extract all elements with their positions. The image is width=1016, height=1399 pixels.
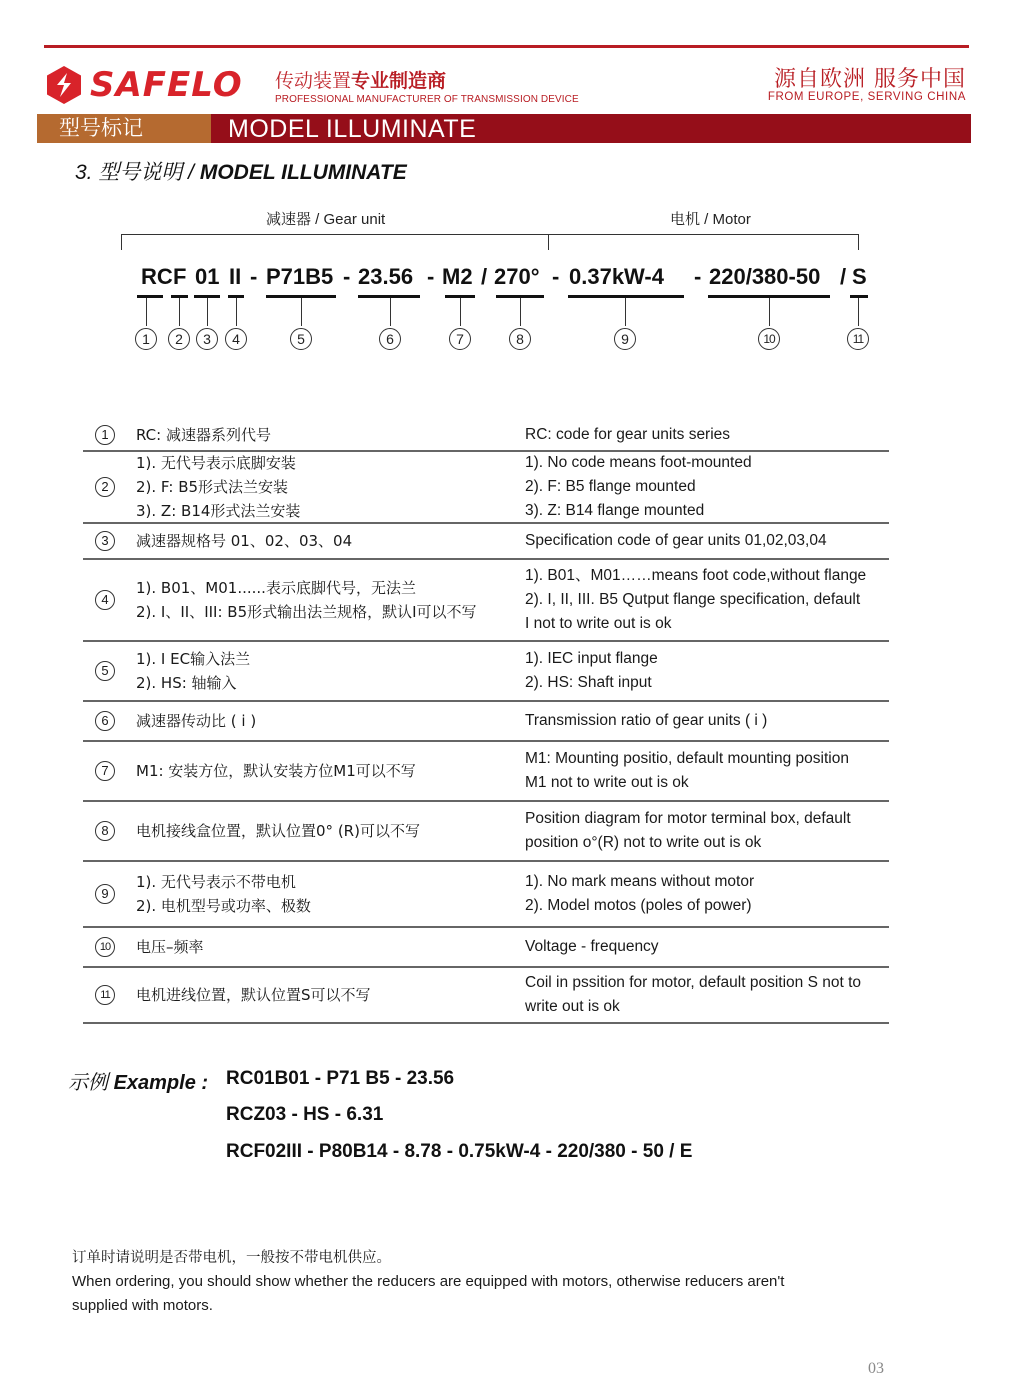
tagline-cn-light: 传动装置 bbox=[275, 70, 352, 92]
section-title bbox=[75, 156, 407, 186]
table-row bbox=[83, 702, 889, 742]
brand-logo bbox=[44, 64, 243, 106]
row-number: 5 bbox=[95, 661, 115, 681]
code-segment: II bbox=[229, 264, 242, 289]
description-line-en: M1: Mounting positio, default mounting position bbox=[525, 750, 849, 767]
row-description-cn bbox=[127, 759, 525, 783]
code-segment: 270° bbox=[494, 264, 540, 289]
example-3: RCF02III - P80B14 - 8.78 - 0.75kW-4 - 220/380 - 50 / E bbox=[226, 1141, 693, 1162]
row-description-en bbox=[525, 747, 889, 795]
row-description-en bbox=[525, 870, 889, 918]
code-segment: - bbox=[250, 264, 258, 289]
marker-number: 6 bbox=[379, 328, 401, 350]
header-rule bbox=[44, 45, 969, 48]
section-title-en: MODEL ILLUMINATE bbox=[199, 161, 407, 184]
description-line-cn: 2). F: B5形式法兰安装 bbox=[136, 478, 289, 496]
row-number: 6 bbox=[95, 711, 115, 731]
table-row bbox=[83, 928, 889, 968]
connector-line bbox=[301, 298, 302, 326]
connector-line bbox=[520, 298, 521, 326]
marker-number: 11 bbox=[847, 328, 869, 350]
segment-underline bbox=[568, 295, 684, 298]
motor-label: 电机 / Motor bbox=[670, 211, 751, 228]
code-segment: / bbox=[481, 264, 488, 289]
description-line-cn: 1). 无代号表示不带电机 bbox=[136, 873, 296, 891]
code-segment: - bbox=[552, 264, 560, 289]
table-row bbox=[83, 968, 889, 1024]
description-line-en: 2). I, II, III. B5 Qutput flange specification, default bbox=[525, 591, 861, 608]
row-number-cell bbox=[83, 531, 127, 551]
code-segment: S bbox=[852, 264, 867, 289]
table-row bbox=[83, 862, 889, 928]
description-line-cn: 减速器传动比 ( i ) bbox=[136, 712, 257, 730]
marker-number: 8 bbox=[509, 328, 531, 350]
marker-number: 10 bbox=[758, 328, 780, 350]
row-number-cell bbox=[83, 937, 127, 957]
logo-hexagon-icon bbox=[44, 65, 84, 105]
code-segment: 23.56 bbox=[358, 264, 414, 289]
tagline-cn bbox=[275, 66, 446, 93]
tagline-cn-bold: 专业制造商 bbox=[351, 70, 447, 92]
row-description-en bbox=[525, 807, 889, 855]
description-line-cn: 3). Z: B14形式法兰安装 bbox=[136, 502, 301, 520]
page-number: 03 bbox=[868, 1360, 884, 1377]
description-line-en: position o°(R) not to write out is ok bbox=[525, 834, 762, 851]
table-row bbox=[83, 742, 889, 802]
row-number: 8 bbox=[95, 821, 115, 841]
row-description-cn bbox=[127, 819, 525, 843]
row-description-cn bbox=[127, 709, 525, 733]
row-number-cell bbox=[83, 761, 127, 781]
marker-number: 7 bbox=[449, 328, 471, 350]
description-line-en: 1). No code means foot-mounted bbox=[525, 454, 752, 471]
code-segment: M2 bbox=[442, 264, 473, 289]
row-description-en bbox=[525, 529, 889, 553]
marker-number: 3 bbox=[196, 328, 218, 350]
description-table bbox=[83, 420, 889, 1024]
code-segment: - bbox=[427, 264, 435, 289]
segment-underline bbox=[358, 295, 420, 298]
table-row bbox=[83, 642, 889, 702]
row-description-en bbox=[525, 935, 889, 959]
example-1: RC01B01 - P71 B5 - 23.56 bbox=[226, 1068, 455, 1089]
description-line-en: 2). F: B5 flange mounted bbox=[525, 478, 696, 495]
row-description-en bbox=[525, 564, 889, 636]
description-line-en: Specification code of gear units 01,02,03,04 bbox=[525, 532, 827, 549]
marker-number: 1 bbox=[135, 328, 157, 350]
description-line-en: 2). HS: Shaft input bbox=[525, 674, 652, 691]
marker-number: 2 bbox=[168, 328, 190, 350]
description-line-en: 3). Z: B14 flange mounted bbox=[525, 502, 705, 519]
model-code bbox=[0, 264, 1016, 294]
row-description-cn bbox=[127, 529, 525, 553]
slogan-en: FROM EUROPE, SERVING CHINA bbox=[767, 91, 966, 103]
description-line-en: RC: code for gear units series bbox=[525, 426, 731, 443]
description-line-cn: RC: 减速器系列代号 bbox=[136, 426, 271, 444]
connector-line bbox=[769, 298, 770, 326]
row-description-cn bbox=[127, 935, 525, 959]
marker-number: 4 bbox=[225, 328, 247, 350]
marker-number: 5 bbox=[290, 328, 312, 350]
code-segment: - bbox=[343, 264, 351, 289]
row-description-cn bbox=[127, 451, 525, 523]
row-number-cell bbox=[83, 477, 127, 497]
banner-en: MODEL ILLUMINATE bbox=[211, 114, 971, 143]
description-line-cn: 2). HS: 轴输入 bbox=[136, 674, 237, 692]
connector-line bbox=[207, 298, 208, 326]
code-segment: / bbox=[840, 264, 847, 289]
description-line-en: Position diagram for motor terminal box, default bbox=[525, 810, 851, 827]
code-segment: F bbox=[173, 264, 187, 289]
description-line-cn: 2). I、II、III: B5形式输出法兰规格，默认I可以不写 bbox=[136, 603, 477, 621]
note-en-line2: supplied with motors. bbox=[72, 1297, 213, 1314]
row-number: 10 bbox=[95, 937, 115, 957]
connector-line bbox=[146, 298, 147, 326]
description-line-cn: 1). I EC输入法兰 bbox=[136, 650, 251, 668]
description-line-cn: 1). B01、M01......表示底脚代号，无法兰 bbox=[136, 579, 416, 597]
connector-line bbox=[625, 298, 626, 326]
row-number-cell bbox=[83, 661, 127, 681]
example-label-en: Example : bbox=[113, 1072, 209, 1094]
row-number-cell bbox=[83, 985, 127, 1005]
row-number-cell bbox=[83, 590, 127, 610]
tagline-en: PROFESSIONAL MANUFACTURER OF TRANSMISSION DEVICE bbox=[275, 94, 579, 105]
code-segment: 0.37kW-4 bbox=[569, 264, 664, 289]
segment-underline bbox=[137, 295, 163, 298]
code-segment: 220/380-50 bbox=[709, 264, 821, 289]
row-description-en bbox=[525, 971, 889, 1019]
row-number-cell bbox=[83, 821, 127, 841]
table-row bbox=[83, 524, 889, 560]
connector-line bbox=[179, 298, 180, 326]
description-line-en: 1). IEC input flange bbox=[525, 650, 658, 667]
row-description-cn bbox=[127, 423, 525, 447]
section-banner bbox=[37, 114, 971, 143]
code-segment: - bbox=[694, 264, 702, 289]
connector-line bbox=[460, 298, 461, 326]
example-label-cn: 示例 bbox=[68, 1072, 114, 1094]
row-number: 7 bbox=[95, 761, 115, 781]
gear-unit-bracket bbox=[121, 234, 549, 250]
description-line-en: Coil in pssition for motor, default position S not to bbox=[525, 974, 862, 991]
description-line-cn: 电压–频率 bbox=[136, 938, 204, 956]
code-segment: RC bbox=[141, 264, 173, 289]
marker-number: 9 bbox=[614, 328, 636, 350]
table-row bbox=[83, 802, 889, 862]
row-description-cn bbox=[127, 647, 525, 695]
example-label bbox=[68, 1066, 208, 1095]
table-row bbox=[83, 420, 889, 452]
row-number: 1 bbox=[95, 425, 115, 445]
description-line-en: 1). B01、M01……means foot code,without flange bbox=[525, 567, 867, 584]
row-description-en bbox=[525, 647, 889, 695]
banner-cn: 型号标记 bbox=[37, 114, 211, 143]
row-description-cn bbox=[127, 576, 525, 624]
section-title-cn: 3. 型号说明 / bbox=[75, 161, 200, 184]
row-description-en bbox=[525, 423, 889, 447]
description-line-en: write out is ok bbox=[525, 998, 620, 1015]
row-number: 11 bbox=[95, 985, 115, 1005]
row-description-cn bbox=[127, 870, 525, 918]
connector-line bbox=[236, 298, 237, 326]
description-line-cn: 2). 电机型号或功率、极数 bbox=[136, 897, 311, 915]
table-row bbox=[83, 452, 889, 524]
description-line-cn: 电机接线盒位置，默认位置0° (R)可以不写 bbox=[136, 822, 420, 840]
brand-name: SAFELO bbox=[90, 65, 243, 105]
table-row bbox=[83, 560, 889, 642]
row-description-cn bbox=[127, 983, 525, 1007]
description-line-en: 2). Model motos (poles of power) bbox=[525, 897, 752, 914]
motor-bracket bbox=[548, 234, 859, 250]
connector-line bbox=[858, 298, 859, 326]
code-segment: P71B5 bbox=[266, 264, 334, 289]
description-line-en: M1 not to write out is ok bbox=[525, 774, 689, 791]
row-number: 4 bbox=[95, 590, 115, 610]
description-line-cn: 减速器规格号 01、02、03、04 bbox=[136, 532, 353, 550]
connector-line bbox=[390, 298, 391, 326]
description-line-cn: 1). 无代号表示底脚安装 bbox=[136, 454, 296, 472]
row-number-cell bbox=[83, 711, 127, 731]
segment-underline bbox=[850, 295, 868, 298]
slogan-cn: 源自欧洲 服务中国 bbox=[774, 67, 966, 92]
row-description-en bbox=[525, 709, 889, 733]
note-en-line1: When ordering, you should show whether the reducers are equipped with motors, otherwise reducers aren't bbox=[72, 1273, 785, 1290]
description-line-cn: M1: 安装方位，默认安装方位M1可以不写 bbox=[136, 762, 416, 780]
code-segment: 01 bbox=[195, 264, 220, 289]
row-number: 9 bbox=[95, 884, 115, 904]
description-line-en: Transmission ratio of gear units ( i ) bbox=[525, 712, 768, 729]
row-description-en bbox=[525, 451, 889, 523]
note-cn: 订单时请说明是否带电机，一般按不带电机供应。 bbox=[72, 1250, 391, 1266]
description-line-cn: 电机进线位置，默认位置S可以不写 bbox=[136, 986, 371, 1004]
description-line-en: Voltage - frequency bbox=[525, 938, 659, 955]
description-line-en: 1). No mark means without motor bbox=[525, 873, 755, 890]
gear-unit-label: 减速器 / Gear unit bbox=[266, 211, 386, 228]
row-number-cell bbox=[83, 425, 127, 445]
row-number: 2 bbox=[95, 477, 115, 497]
description-line-en: I not to write out is ok bbox=[525, 615, 672, 632]
row-number-cell bbox=[83, 884, 127, 904]
row-number: 3 bbox=[95, 531, 115, 551]
example-2: RCZ03 - HS - 6.31 bbox=[226, 1104, 384, 1125]
